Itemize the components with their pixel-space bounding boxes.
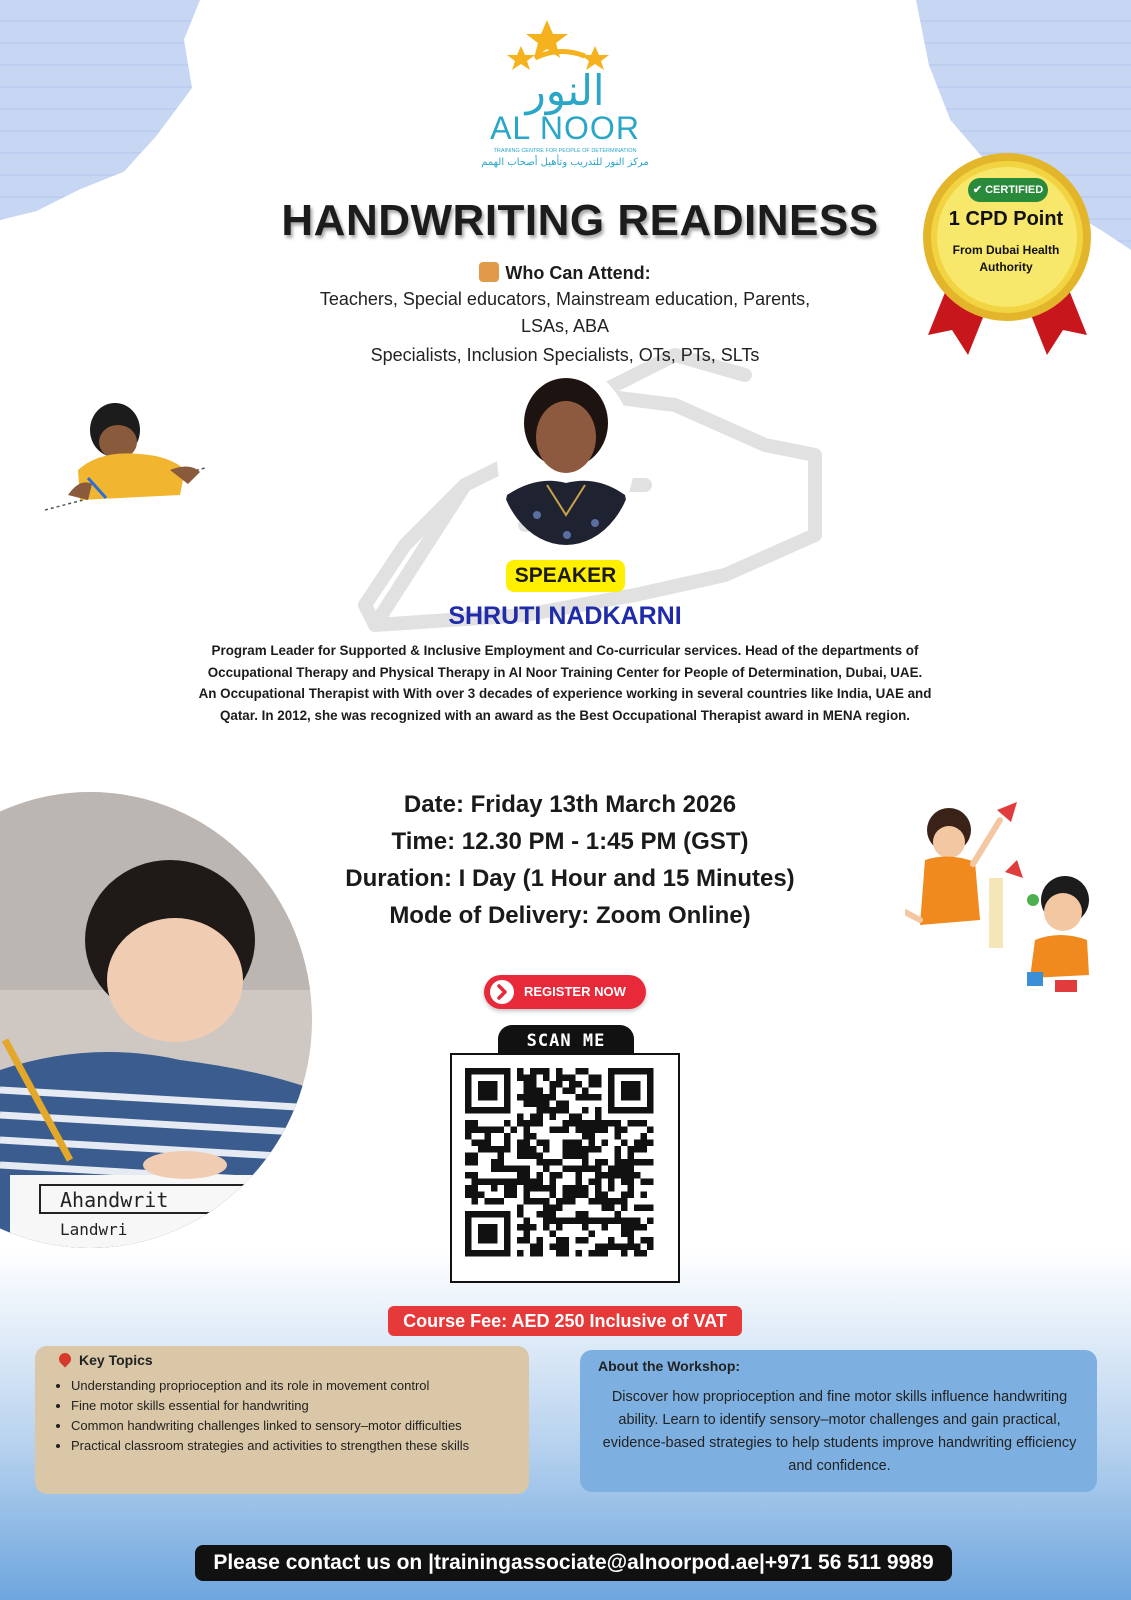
notebook-paper-corner-left <box>0 0 200 220</box>
qr-finder-pattern <box>465 1211 511 1257</box>
scan-me-label: SCAN ME <box>498 1025 634 1055</box>
list-item: • Fine motor skills essential for handwriting <box>71 1396 541 1416</box>
boy-writing-illustration <box>40 400 210 525</box>
certified-text: CERTIFIED <box>985 184 1044 196</box>
event-duration: Duration: I Day (1 Hour and 15 Minutes) <box>345 865 795 892</box>
teacher-icon <box>479 262 499 282</box>
qr-finder-pattern <box>608 1068 654 1114</box>
about-workshop-text: Discover how proprioception and fine motor skills influence handwriting ability. Learn to identify sensory–motor challenges and gain practical, evidence-based strategies to help students improve handwriting efficiency and confidence. <box>602 1389 1077 1474</box>
qr-finder-pattern <box>465 1068 511 1114</box>
chevron-right-icon <box>490 980 514 1004</box>
list-item: • Understanding proprioception and its role in movement control <box>71 1376 541 1396</box>
key-topics-list <box>53 1376 541 1456</box>
audience-line-1: Teachers, Special educators, Mainstream education, Parents, LSAs, ABA <box>319 289 811 336</box>
qr-code-image <box>452 1055 678 1281</box>
register-now-label: REGISTER NOW <box>524 984 626 999</box>
register-now-button[interactable] <box>484 975 646 1009</box>
audience-heading <box>300 262 830 284</box>
cpd-authority <box>942 242 1070 276</box>
key-topics-card <box>35 1346 529 1494</box>
speaker-photo <box>497 365 635 545</box>
pushpin-icon <box>57 1351 74 1368</box>
logo-tagline: TRAINING CENTRE FOR PEOPLE OF DETERMINATION <box>493 148 637 154</box>
audience-heading-text: Who Can Attend: <box>505 263 651 283</box>
event-mode: Mode of Delivery: Zoom Online) <box>389 902 751 929</box>
speaker-portrait-image <box>497 365 635 545</box>
logo-arabic-text: النور <box>525 66 605 115</box>
cpd-authority-line-2: Authority <box>979 260 1033 274</box>
speaker-tag: SPEAKER <box>506 560 625 592</box>
kids-playing-illustration <box>905 800 1095 1005</box>
worksheet-line-2: Landwri <box>60 1220 128 1239</box>
logo-tagline-arabic: مركز النور للتدريب وتأهيل أصحاب الهمم <box>481 157 649 168</box>
contact-bar[interactable]: Please contact us on |trainingassociate@alnoorpod.ae|+971 56 511 9989 <box>195 1545 952 1581</box>
about-workshop-heading: About the Workshop: <box>598 1358 741 1374</box>
audience-section <box>300 262 830 369</box>
event-time: Time: 12.30 PM - 1:45 PM (GST) <box>391 828 749 855</box>
key-topics-heading-text: Key Topics <box>79 1352 153 1368</box>
speaker-bio-line: An Occupational Therapist with With over 3 decades of experience working in several countries like India, UAE and <box>198 686 932 701</box>
key-topics-heading <box>59 1352 153 1368</box>
worksheet-line-1: Ahandwrit <box>60 1188 169 1212</box>
about-workshop-card <box>580 1350 1097 1492</box>
speaker-bio-line: Occupational Therapy and Physical Therapy in Al Noor Training Center for People of Determination, Dubai, UAE. <box>207 664 923 680</box>
speaker-bio-line: Program Leader for Supported & Inclusive Employment and Co-curricular services. Head of the departments of <box>211 643 919 658</box>
logo-name: AL NOOR <box>490 110 640 146</box>
event-date: Date: Friday 13th March 2026 <box>403 791 737 818</box>
speaker-bio-line: Qatar. In 2012, she was recognized with an award as the Best Occupational Therapist award in MENA region. <box>219 707 911 723</box>
qr-code[interactable] <box>450 1053 680 1283</box>
cpd-points: 1 CPD Point <box>948 208 1064 230</box>
audience-line-2: Specialists, Inclusion Specialists, OTs, PTs, SLTs <box>370 345 760 365</box>
list-item: • Common handwriting challenges linked to sensory–motor difficulties <box>71 1416 541 1436</box>
list-item: • Practical classroom strategies and activities to strengthen these skills <box>71 1436 541 1456</box>
speaker-name: SHRUTI NADKARNI <box>448 602 682 630</box>
speaker-bio <box>150 640 980 726</box>
course-fee-badge: Course Fee: AED 250 Inclusive of VAT <box>388 1306 742 1336</box>
certified-label <box>968 178 1048 202</box>
event-details <box>300 786 840 934</box>
checkmark-shield-icon: ✔ <box>972 184 986 196</box>
child-writing-photo <box>0 790 315 1250</box>
cpd-authority-line-1: From Dubai Health <box>952 243 1060 257</box>
page-title: HANDWRITING READINESS <box>281 196 879 245</box>
